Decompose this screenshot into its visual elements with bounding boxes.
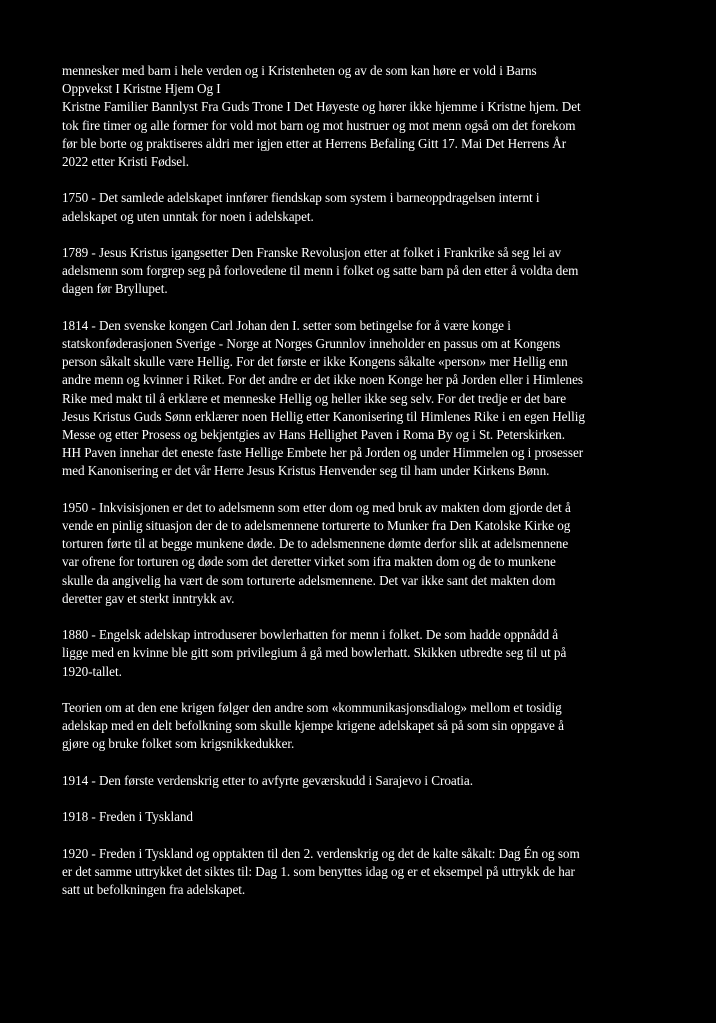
paragraph-teorien: Teorien om at den ene krigen følger den andre som «kommunikasjonsdialog» mellom et tosidig adelskap med en delt befolkning som skulle kjempe krigene adelskapet så på som sin oppgave å gjøre og bruke folket som krigsnikkedukker. xyxy=(62,700,564,752)
paragraph-1789: 1789 - Jesus Kristus igangsetter Den Franske Revolusjon etter at folket i Frankrike så seg lei av adelsmenn som forgrep seg på forlovedene til menn i folket og satte barn på den etter å voldta dem dagen før Bryllupet. xyxy=(62,245,579,297)
paragraph-1918: 1918 - Freden i Tyskland xyxy=(62,809,193,825)
paragraph-1880: 1880 - Engelsk adelskap introduserer bowlerhatten for menn i folket. De som hadde oppnådd å ligge med en kvinne ble gitt som privilegium å gå med bowlerhatt. Skikken utbredte seg til ut på 1920-tallet. xyxy=(62,627,567,679)
paragraph-1920: 1920 - Freden i Tyskland og opptakten til den 2. verdenskrig og det de kalte såkalt: Dag Én og som er det samme uttrykket det siktes til: Dag 1. som benyttes idag og er et eksempel på uttrykk de har satt ut befolkningen fra adelskapet. xyxy=(62,845,580,897)
paragraph-1914: 1914 - Den første verdenskrig etter to avfyrte geværskudd i Sarajevo i Croatia. xyxy=(62,772,473,788)
paragraph-1814: 1814 - Den svenske kongen Carl Johan den I. setter som betingelse for å være konge i statskonføderasjonen Sverige - Norge at Norges Grunnlov inneholder en passus om at Kongens person såkalt skulle være Hellig. For det første er ikke Kongens såkalte «person» mer Hellig enn andre menn og kvinner i Riket. For det andre er det ikke noen Konge her på Jorden eller i Himlenes Rike med makt til å erklære et menneske Hellig og heller ikke seg selv. For det tredje er det bare Jesus Kristus Guds Sønn erklærer noen Hellig etter Kanonisering til Himlenes Rike i en egen Hellig Messe og etter Prosess og bekjentgies av Hans Hellighet Paven i Roma By og i St. Peterskirken. HH Paven innehar det eneste faste Hellige Embete her på Jorden og under Himmelen og i prosesser med Kanonisering er det vår Herre Jesus Kristus Henvender seg til ham under Kirkens Bønn. xyxy=(62,317,585,479)
document-page xyxy=(62,62,670,917)
paragraph-intro: mennesker med barn i hele verden og i Kristenheten og av de som kan høre er vold i Barns Oppvekst I Kristne Hjem Og I Kristne Familier Bannlyst Fra Guds Trone I Det Høyeste og hører ikke hjemme i Kristne hjem. Det tok fire timer og alle former for vold mot barn og mot hustruer og mot menn også om det forekom før ble borte og praktiseres aldri mer igjen etter at Herrens Befaling Gitt 17. Mai Det Herrens År 2022 etter Kristi Fødsel. xyxy=(62,63,581,170)
paragraph-1950: 1950 - Inkvisisjonen er det to adelsmenn som etter dom og med bruk av makten dom gjorde det å vende en pinlig situasjon der de to adelsmennene torturerte to Munker fra Den Katolske Kirke og torturen førte til at begge munkene døde. De to adelsmennene dømte derfor slik at adelsmennene var ofrene for torturen og døde som det deretter virket som ifra makten dom og de to munkene skulle da angivelig ha vært de som torturerte adelsmennene. Det var ikke sant det makten dom deretter gav et sterkt inntrykk av. xyxy=(62,499,571,606)
paragraph-1750: 1750 - Det samlede adelskapet innfører fiendskap som system i barneoppdragelsen internt i adelskapet og uten unntak for noen i adelskapet. xyxy=(62,190,540,224)
